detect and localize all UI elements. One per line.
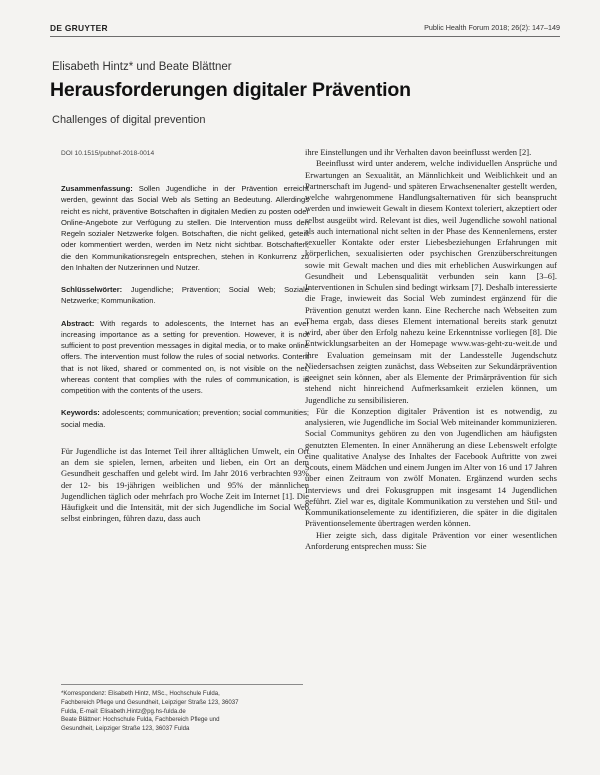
left-column [61,183,309,525]
footnote-line: Fachbereich Pflege und Gesundheit, Leipziger Straße 123, 36037 [61,698,239,706]
abstract-text: With regards to adolescents, the Internet has an ever increasing importance as a setting for prevention. However, it is not sufficient to post prevention messages in digital media, or to make online offers. The intervention must follow the rules of social networks. Content that is not liked, shared or commented on, is not visible on the net, whereas content that complies with the rules of communication, is in competition with the contents of the users. [61,318,309,395]
page-header [50,22,560,37]
footnote-line: Gesundheit, Leipziger Straße 123, 36037 Fulda [61,725,190,733]
zusammenfassung-label: Zusammenfassung: [61,184,133,193]
body-paragraph: Beeinflusst wird unter anderem, welche individuellen Ansprüche und Erwartungen an Sexualität, an Männlichkeit und Weiblichkeit und an Partnerschaft im Jugend- und späteren Erwachsenenalter gestellt werden, welche wahrgenommene Handlungsalternativen für sich beansprucht werden und inwieweit Gewalt in diesem Kontext toleriert, akzeptiert oder selbst ausgeübt wird. Relevant ist dies, weil Jugendliche sowohl national als auch international nicht selten in der Phase des Kennenlernens, erster sexueller Kontakte oder erster Liebesbeziehungen Erfahrungen mit körperlichen, sexualisierten oder psychischen Grenzüberschreitungen sowie mit Gewalt machen und dies mit erheblichen Auswirkungen auf Gesundheit und Lebensqualität verbunden sein kann [3–6]. Interventionen in Schulen sind bedingt wirksam [7]. Deshalb interessierte die Frage, inwieweit das Social Web zumindest ergänzend für die Prävention genutzt werden kann. Eine Recherche nach Webseiten zum Thema ergab, dass dieses Element international bereits stark genutzt wird, aber über den Erfolg nahezu keine Erkenntnisse vorliegen [8]. Die Entwicklungsarbeiten an der Homepage www.was-geht-zu-weit.de und ihre Evaluation gemeinsam mit der Landesstelle Jugendschutz Niedersachsen zeigten zunächst, dass Webseiten zur Sekundärprävention geeignet sein können, aber als Elemente der Primärprävention für sich stehend nicht hinreichend Aufmerksamkeit erzielen können, um Jugendliche zu sensibilisieren. [305,158,557,405]
zusammenfassung [61,183,309,430]
footnote-line: Beate Blättner: Hochschule Fulda, Fachbereich Pflege und [61,716,220,724]
footnote-divider [61,684,303,685]
footnote-line: Fulda, E-mail: Elisabeth.Hintz@pg.hs-fulda.de [61,707,186,715]
body-paragraph: Für die Konzeption digitaler Prävention ist es notwendig, zu analysieren, wie Jugendliche im Social Web miteinander kommunizieren. Social Communitys gehören zu den von Jugendlichen am häufigsten genutzten Elementen. In einer Annäherung an diese Lebenswelt erfolgte eine qualitative Analyse des Inhaltes der Facebook Auftritte von zwei Scouts, einem Mädchen und einem Jungen im Alter von 16 und 17 Jahren über einen Zeitraum von zwölf Monaten. Ergänzend wurden sechs Interviews und drei Fokusgruppen mit insgesamt 14 Jugendlichen geführt. Ziel war es, digitale Kommunikation zu verstehen und Stil- und Kommunikationselemente zu identifizieren, die später in die digitalen Präventionselemente übertragen werden können. [305,405,557,529]
keywords-label: Keywords: [61,408,100,418]
doi: DOI 10.1515/pubhef-2018-0014 [61,150,155,157]
publisher-logo: DE GRUYTER [50,23,108,33]
body-paragraph-left: Für Jugendliche ist das Internet Teil ihrer alltäglichen Umwelt, ein Ort an dem sie spielen, lernen, arbeiten und lieben, ein Ort an dem Gesundheit geschaffen und gelebt wird. Im Jahr 2016 verbrachten 93% der 12- bis 19-jährigen weiblichen und 95% der männlichen Jugendlichen täglich oder mehrfach pro Woche Zeit im Internet [1]. Die Häufigkeit und die Intensität, mit der sich Jugendliche im Social Web selbst einbringen, führen dazu, dass auch [61,445,309,524]
keywords-text: adolescents; communication; prevention; social communities; social media. [61,408,309,429]
authors: Elisabeth Hintz* und Beate Blättner [52,61,232,73]
body-paragraph: Hier zeigte sich, dass digitale Prävention vor einer wesentlichen Anforderung entsprechen muss: Sie [305,529,557,551]
article-subtitle: Challenges of digital prevention [52,114,206,126]
article-title: Herausforderungen digitaler Prävention [50,79,411,101]
right-column [305,147,557,552]
zusammenfassung-text: Sollen Jugendliche in der Prävention erreicht werden, gewinnt das Social Web als Setting an Bedeutung. Allerdings reicht es nicht, präventive Botschaften in digitalen Medien zu posten oder Online-Angebote zur Verfügung zu stellen. Die Intervention muss den Regeln sozialer Netzwerke folgen. Botschaften, die nicht geliked, geteilt oder kommentiert werden, werden im Netz nicht sichtbar. Botschaften, die den Kommunikationsregeln entsprechen, stehen in Konkurrenz zu den Inhalten der Nutzerinnen und Nutzer. [61,184,309,272]
abstract-label: Abstract: [61,318,95,328]
footnotes [61,690,307,734]
schluesselwoerter-text: Jugendliche; Prävention; Social Web; Soziale Netzwerke; Kommunikation. [61,285,309,306]
journal-citation: Public Health Forum 2018; 26(2): 147–149 [424,23,560,32]
body-paragraph: ihre Einstellungen und ihr Verhalten davon beeinflusst werden [2]. [305,147,532,157]
schluesselwoerter-label: Schlüsselwörter: [61,285,123,294]
footnote-line: *Korrespondenz: Elisabeth Hintz, MSc., Hochschule Fulda, [61,690,220,697]
